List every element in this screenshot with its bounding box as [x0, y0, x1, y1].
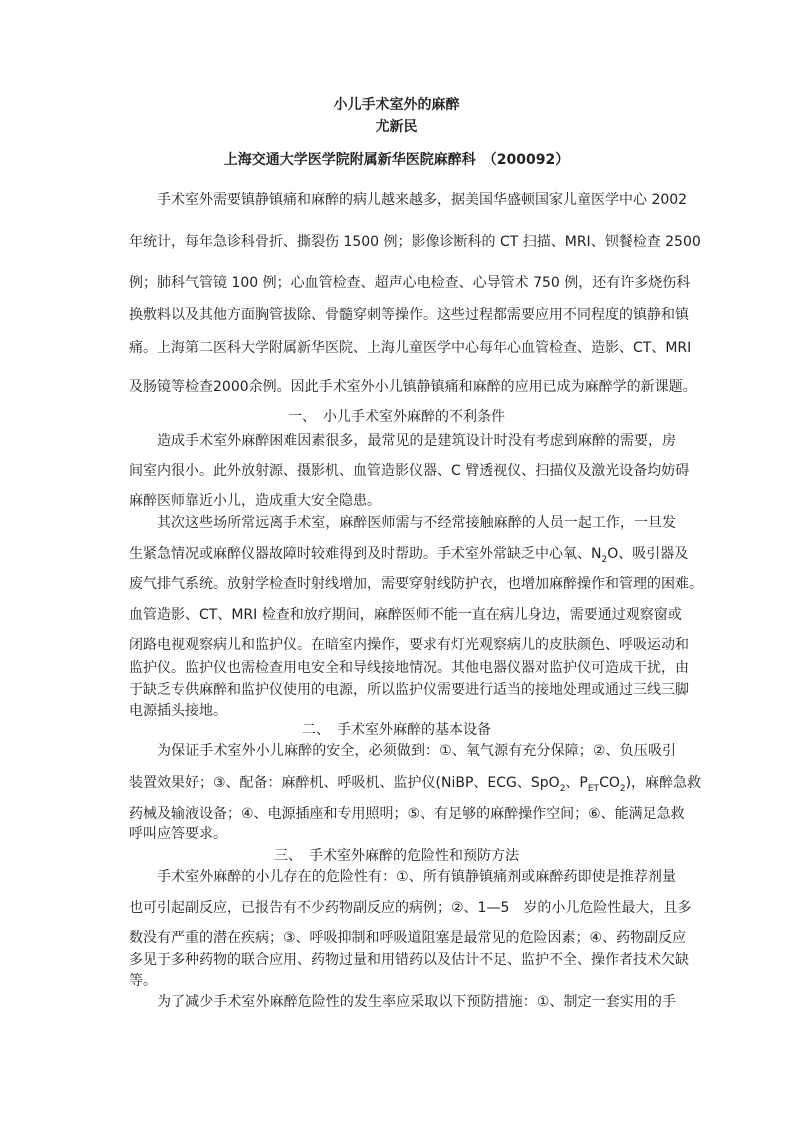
paragraph-line: 为了减少手术室外麻醉危险性的发生率应采取以下预防措施：①、制定一套实用的手 — [157, 994, 676, 1010]
subscript: 2 — [559, 783, 566, 794]
text: CO — [599, 775, 620, 791]
text: 生紧急情况或麻醉仪器故障时较难得到及时帮助。手术室外常缺乏中心氧、N — [129, 546, 602, 562]
paragraph-line: 年统计，每年急诊科骨折、撕裂伤 1500 例；影像诊断科的 CT 扫描、MRI、钡餐检查 2500 — [129, 234, 701, 250]
paragraph-line: 药械及输液设备；④、电源插座和专用照明；⑤、有足够的麻醉操作空间；⑥、能满足急救 — [129, 806, 685, 822]
paragraph-line: 于缺乏专供麻醉和监护仪使用的电源，所以监护仪需要进行适当的接地处理或通过三线三脚 — [129, 682, 689, 698]
paragraph-line: 数没有严重的潜在疾病；③、呼吸抑制和呼吸道阻塞是最常见的危险因素；④、药物副反应 — [129, 930, 687, 946]
paragraph-line — [129, 545, 689, 565]
subscript: 2 — [619, 783, 626, 794]
paragraph-line: 电源插头接地。 — [129, 703, 227, 719]
paragraph-line — [129, 774, 702, 794]
paragraph-line: 等。 — [129, 973, 157, 989]
paragraph-line: 及肠镜等检查2000余例。因此手术室外小儿镇静镇痛和麻醉的应用已成为麻醉学的新课题。 — [129, 379, 697, 395]
paragraph-line: 例；肺科气管镜 100 例；心血管检查、超声心电检查、心导管术 750 例，还有许多烧伤科 — [129, 275, 691, 291]
paragraph-line: 其次这些场所常远离手术室，麻醉医师需与不经常接触麻醉的人员一起工作，一旦发 — [157, 515, 676, 531]
paragraph-line: 多见于多种药物的联合应用、药物过量和用错药以及估计不足、监护不全、操作者技术欠缺 — [129, 952, 689, 968]
section-heading: 三、 手术室外麻醉的危险性和预防方法 — [274, 848, 519, 864]
paragraph-line: 废气排气系统。放射学检查时射线增加，需要穿射线防护衣，也增加麻醉操作和管理的困难。 — [129, 576, 703, 592]
text: 、P — [565, 775, 588, 791]
paragraph-line: 造成手术室外麻醉困难因素很多，最常见的是建筑设计时没有考虑到麻醉的需要，房 — [157, 433, 676, 449]
paragraph-line: 呼叫应答要求。 — [129, 826, 227, 842]
affiliation: 上海交通大学医学院附属新华医院麻醉科 （200092） — [223, 152, 570, 168]
paragraph-line: 换敷料以及其他方面胸管拔除、骨髓穿刺等操作。这些过程都需要应用不同程度的镇静和镇 — [129, 307, 689, 323]
text: 装置效果好；③、配备：麻醉机、呼吸机、监护仪(NiBP、ECG、SpO — [129, 775, 560, 791]
paragraph-line: 也可引起副反应，已报告有不少药物副反应的病例；②、1—5 岁的小儿危险性最大，且多 — [129, 900, 692, 916]
paragraph-line: 闭路电视观察病儿和监护仪。在暗室内操作，要求有灯光观察病儿的皮肤颜色、呼吸运动和 — [129, 637, 689, 653]
document-title: 小儿手术室外的麻醉 — [333, 97, 460, 113]
paragraph-line: 麻醉医师靠近小儿，造成重大安全隐患。 — [129, 493, 381, 509]
author: 尤新民 — [375, 119, 418, 135]
paragraph-line: 痛。上海第二医科大学附属新华医院、上海儿童医学中心每年心血管检查、造影、CT、MRI — [129, 340, 692, 356]
paragraph-line: 监护仪。监护仪也需检查用电安全和导线接地情况。其他电器仪器对监护仪可造成干扰，由 — [129, 660, 689, 676]
paragraph-line: 为保证手术室外小儿麻醉的安全，必须做到：①、氧气源有充分保障；②、负压吸引 — [157, 743, 676, 759]
paragraph-line: 手术室外麻醉的小儿存在的危险性有：①、所有镇静镇痛剂或麻醉药即使是推荐剂量 — [157, 869, 676, 885]
text: O、吸引器及 — [607, 546, 689, 562]
paragraph-line: 手术室外需要镇静镇痛和麻醉的病儿越来越多，据美国华盛顿国家儿童医学中心 2002 — [157, 192, 688, 208]
paragraph-line: 间室内很小。此外放射源、摄影机、血管造影仪器、C 臂透视仪、扫描仪及激光设备均妨碍 — [129, 463, 690, 479]
subscript: ET — [587, 783, 600, 794]
section-heading: 二、 手术室外麻醉的基本设备 — [302, 722, 491, 738]
paragraph-line: 血管造影、CT、MRI 检查和放疗期间，麻醉医师不能一直在病儿身边，需要通过观察窗或 — [129, 607, 682, 623]
section-heading: 一、 小儿手术室外麻醉的不利条件 — [288, 409, 505, 425]
subscript: 2 — [601, 554, 608, 565]
text: )，麻醉急救 — [625, 775, 702, 791]
